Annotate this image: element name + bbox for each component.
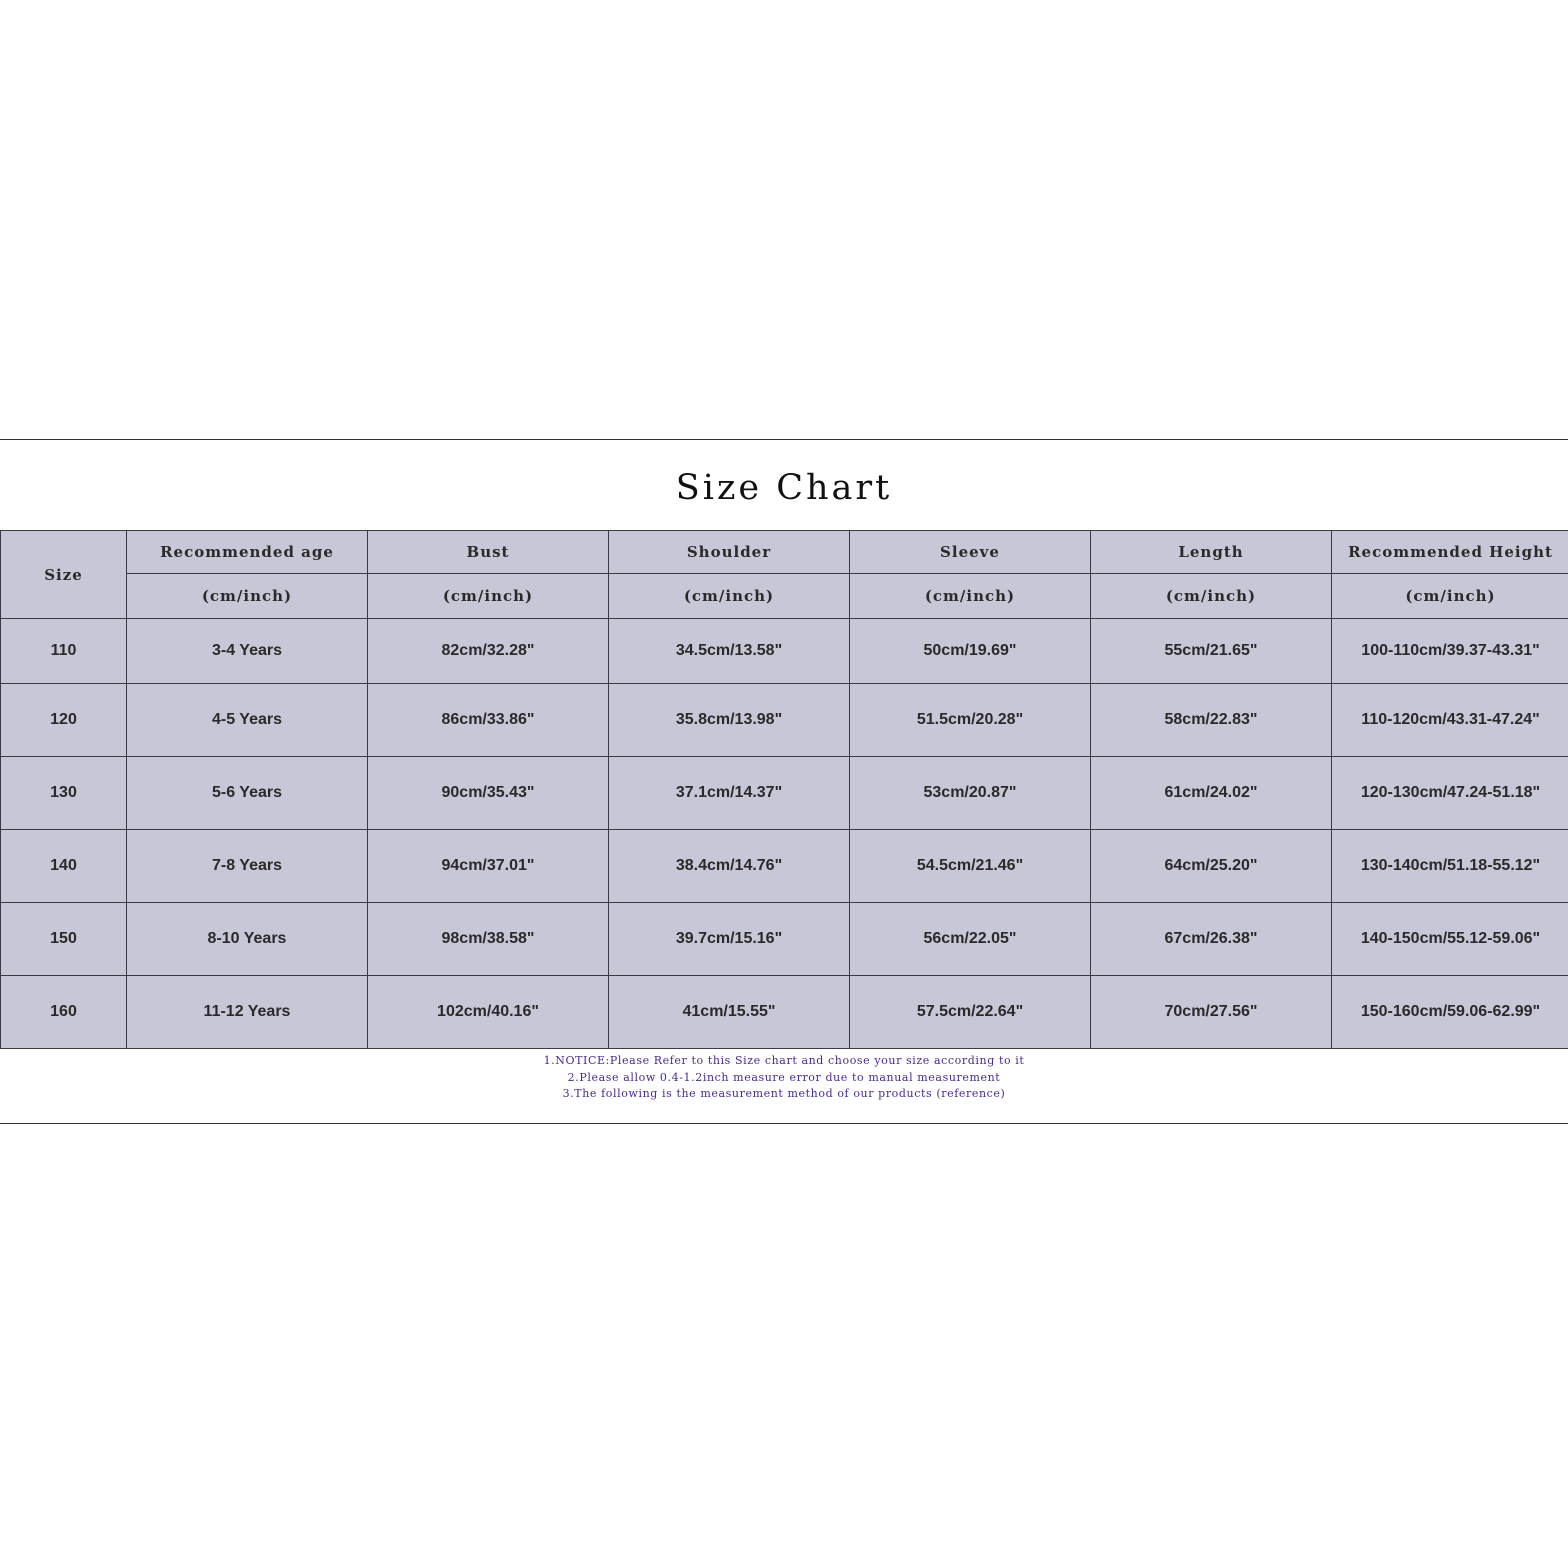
height-cell: 140-150cm/55.12-59.06"	[1332, 903, 1568, 976]
column-header-bust: Bust	[368, 531, 609, 574]
top-divider	[0, 439, 1568, 440]
size-cell: 110	[1, 619, 127, 684]
sleeve-cell: 57.5cm/22.64"	[850, 976, 1091, 1049]
shoulder-cell: 41cm/15.55"	[609, 976, 850, 1049]
size-header: Size	[1, 531, 127, 619]
length-cell: 55cm/21.65"	[1091, 619, 1332, 684]
height-cell: 100-110cm/39.37-43.31"	[1332, 619, 1568, 684]
age-cell: 8-10 Years	[127, 903, 368, 976]
sleeve-cell: 54.5cm/21.46"	[850, 830, 1091, 903]
age-cell: 7-8 Years	[127, 830, 368, 903]
size-cell: 120	[1, 684, 127, 757]
note-line: 3.The following is the measurement method of our products (reference)	[562, 1087, 1006, 1100]
age-cell: 5-6 Years	[127, 757, 368, 830]
page-title: Size Chart	[675, 468, 893, 508]
table-row	[1, 684, 1568, 757]
size-cell: 160	[1, 976, 127, 1049]
size-cell: 140	[1, 830, 127, 903]
length-cell: 70cm/27.56"	[1091, 976, 1332, 1049]
note-line: 1.NOTICE:Please Refer to this Size chart and choose your size according to it	[543, 1054, 1025, 1067]
unit-label: (cm/inch)	[368, 574, 609, 619]
header-row	[1, 531, 1568, 574]
sleeve-cell: 51.5cm/20.28"	[850, 684, 1091, 757]
height-cell: 120-130cm/47.24-51.18"	[1332, 757, 1568, 830]
unit-label: (cm/inch)	[1091, 574, 1332, 619]
table-row	[1, 830, 1568, 903]
size-cell: 130	[1, 757, 127, 830]
bottom-divider	[0, 1123, 1568, 1124]
sleeve-cell: 53cm/20.87"	[850, 757, 1091, 830]
bust-cell: 90cm/35.43"	[368, 757, 609, 830]
bust-cell: 86cm/33.86"	[368, 684, 609, 757]
column-header-shoulder: Shoulder	[609, 531, 850, 574]
shoulder-cell: 35.8cm/13.98"	[609, 684, 850, 757]
column-header-sleeve: Sleeve	[850, 531, 1091, 574]
unit-row	[1, 574, 1568, 619]
column-header-length: Length	[1091, 531, 1332, 574]
shoulder-cell: 37.1cm/14.37"	[609, 757, 850, 830]
note-line: 2.Please allow 0.4-1.2inch measure error due to manual measurement	[567, 1070, 1001, 1084]
age-cell: 11-12 Years	[127, 976, 368, 1049]
length-cell: 67cm/26.38"	[1091, 903, 1332, 976]
size-chart-table	[0, 530, 1568, 1049]
notes-block	[0, 1053, 1568, 1103]
unit-label: (cm/inch)	[1332, 574, 1568, 619]
sleeve-cell: 50cm/19.69"	[850, 619, 1091, 684]
bust-cell: 94cm/37.01"	[368, 830, 609, 903]
table-row	[1, 619, 1568, 684]
length-cell: 61cm/24.02"	[1091, 757, 1332, 830]
shoulder-cell: 38.4cm/14.76"	[609, 830, 850, 903]
shoulder-cell: 39.7cm/15.16"	[609, 903, 850, 976]
bust-cell: 102cm/40.16"	[368, 976, 609, 1049]
height-cell: 130-140cm/51.18-55.12"	[1332, 830, 1568, 903]
shoulder-cell: 34.5cm/13.58"	[609, 619, 850, 684]
unit-label: (cm/inch)	[127, 574, 368, 619]
height-cell: 150-160cm/59.06-62.99"	[1332, 976, 1568, 1049]
length-cell: 64cm/25.20"	[1091, 830, 1332, 903]
unit-label: (cm/inch)	[609, 574, 850, 619]
height-cell: 110-120cm/43.31-47.24"	[1332, 684, 1568, 757]
table-row	[1, 757, 1568, 830]
bust-cell: 98cm/38.58"	[368, 903, 609, 976]
age-cell: 3-4 Years	[127, 619, 368, 684]
length-cell: 58cm/22.83"	[1091, 684, 1332, 757]
column-header-recommended-height: Recommended Height	[1332, 531, 1568, 574]
age-cell: 4-5 Years	[127, 684, 368, 757]
table-row	[1, 903, 1568, 976]
column-header-recommended-age: Recommended age	[127, 531, 368, 574]
size-cell: 150	[1, 903, 127, 976]
sleeve-cell: 56cm/22.05"	[850, 903, 1091, 976]
table-row	[1, 976, 1568, 1049]
bust-cell: 82cm/32.28"	[368, 619, 609, 684]
unit-label: (cm/inch)	[850, 574, 1091, 619]
